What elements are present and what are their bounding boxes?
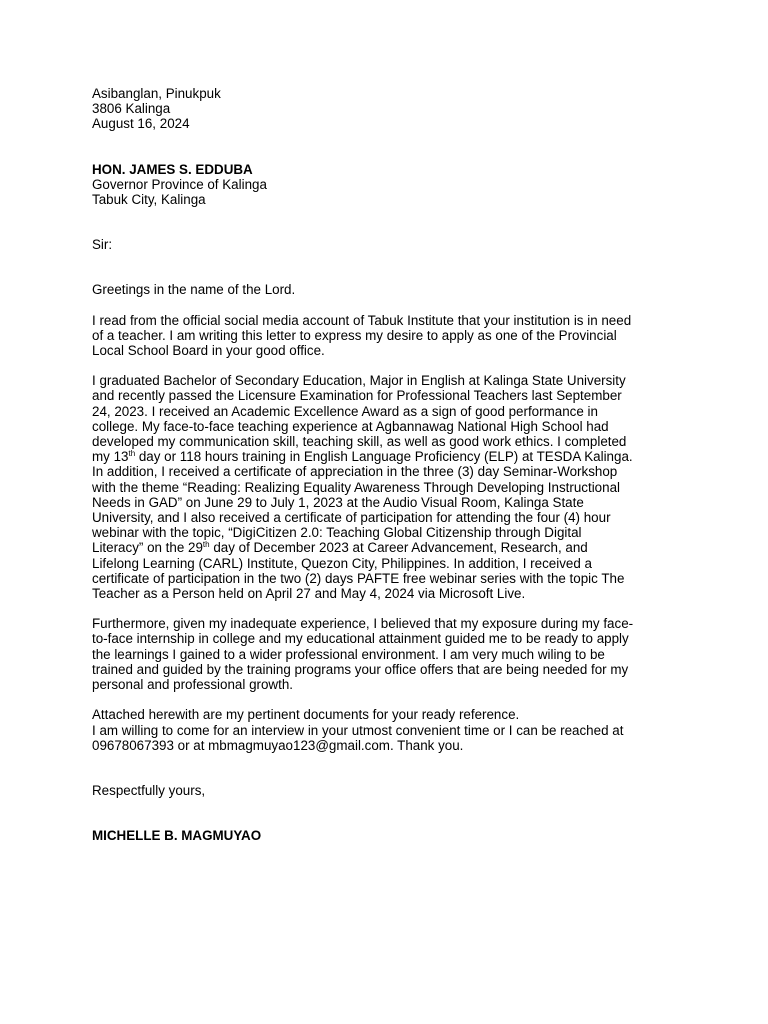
paragraph-line: University, and I also received a certificate of participation for attending the four (4) hour xyxy=(92,510,611,526)
paragraph-line: Furthermore, given my inadequate experience, I believed that my exposure during my face- xyxy=(92,616,634,632)
paragraph-line: I graduated Bachelor of Secondary Education, Major in English at Kalinga State University xyxy=(92,373,626,389)
salutation: Sir: xyxy=(92,237,113,253)
paragraph-line: Teacher as a Person held on April 27 and May 4, 2024 via Microsoft Live. xyxy=(92,586,526,602)
paragraph-line: 09678067393 or at mbmagmuyao123@gmail.com. Thank you. xyxy=(92,737,464,753)
sender-address-line1: Asibanglan, Pinukpuk xyxy=(92,86,221,101)
paragraph-intro xyxy=(92,313,672,359)
recipient-block xyxy=(92,162,672,208)
paragraph-line: Lifelong Learning (CARL) Institute, Quezon City, Philippines. In addition, I received a xyxy=(92,555,592,571)
paragraph-line: 24, 2023. I received an Academic Excellence Award as a sign of good performance in xyxy=(92,403,598,419)
paragraph-line: developed my communication skill, teaching skill, as well as good work ethics. I completed xyxy=(92,434,627,450)
greeting: Greetings in the name of the Lord. xyxy=(92,282,296,298)
paragraph-line: the learnings I gained to a wider professional environment. I am very much wiling to be xyxy=(92,646,605,662)
paragraph-line: Local School Board in your good office. xyxy=(92,343,325,359)
paragraph-line: and recently passed the Licensure Examination for Professional Teachers last September xyxy=(92,388,622,404)
sender-address-block xyxy=(92,86,672,132)
recipient-city: Tabuk City, Kalinga xyxy=(92,192,206,208)
paragraph-attachments xyxy=(92,707,672,753)
paragraph-line: Attached herewith are my pertinent documents for your ready reference. xyxy=(92,707,520,723)
paragraph-line: of a teacher. I am writing this letter to express my desire to apply as one of the Provincial xyxy=(92,327,617,343)
recipient-title: Governor Province of Kalinga xyxy=(92,176,267,192)
paragraph-line-with-superscript xyxy=(92,540,672,555)
recipient-name: HON. JAMES S. EDDUBA xyxy=(92,161,253,177)
text-segment: day or 118 hours training in English Language Proficiency (ELP) at TESDA Kalinga. xyxy=(135,449,633,465)
paragraph-line: I read from the official social media account of Tabuk Institute that your institution is in need xyxy=(92,312,632,328)
paragraph-line: trained and guided by the training programs your office offers that are being needed for my xyxy=(92,661,629,677)
signature-name: MICHELLE B. MAGMUYAO xyxy=(92,828,262,844)
paragraph-line: Needs in GAD” on June 29 to July 1, 2023 at the Audio Visual Room, Kalinga State xyxy=(92,494,584,510)
ordinal-superscript: th xyxy=(128,449,136,459)
text-segment: my 13 xyxy=(92,449,129,465)
letter-date: August 16, 2024 xyxy=(92,116,190,132)
paragraph-furthermore xyxy=(92,616,672,692)
paragraph-line: personal and professional growth. xyxy=(92,677,293,693)
closing: Respectfully yours, xyxy=(92,782,206,798)
paragraph-line: to-face internship in college and my educational attainment guided me to be ready to apply xyxy=(92,631,629,647)
sender-address-line2: 3806 Kalinga xyxy=(92,101,171,117)
text-segment: day of December 2023 at Career Advancement, Research, and xyxy=(209,540,588,556)
paragraph-line: I am willing to come for an interview in your utmost convenient time or I can be reached at xyxy=(92,722,624,738)
paragraph-line: with the theme “Reading: Realizing Equality Awareness Through Developing Instructional xyxy=(92,479,620,495)
paragraph-line: certificate of participation in the two (2) days PAFTE free webinar series with the topic The xyxy=(92,570,625,586)
paragraph-line: college. My face-to-face teaching experience at Agbannawag National High School had xyxy=(92,418,609,434)
paragraph-line: In addition, I received a certificate of appreciation in the three (3) day Seminar-Workshop xyxy=(92,464,618,480)
letter-page xyxy=(92,86,672,843)
paragraph-line-with-superscript xyxy=(92,449,672,464)
paragraph-qualifications xyxy=(92,373,672,601)
text-segment: Literacy” on the 29 xyxy=(92,540,203,556)
paragraph-line: webinar with the topic, “DigiCitizen 2.0: Teaching Global Citizenship through Digital xyxy=(92,525,582,541)
ordinal-superscript: th xyxy=(202,540,210,550)
